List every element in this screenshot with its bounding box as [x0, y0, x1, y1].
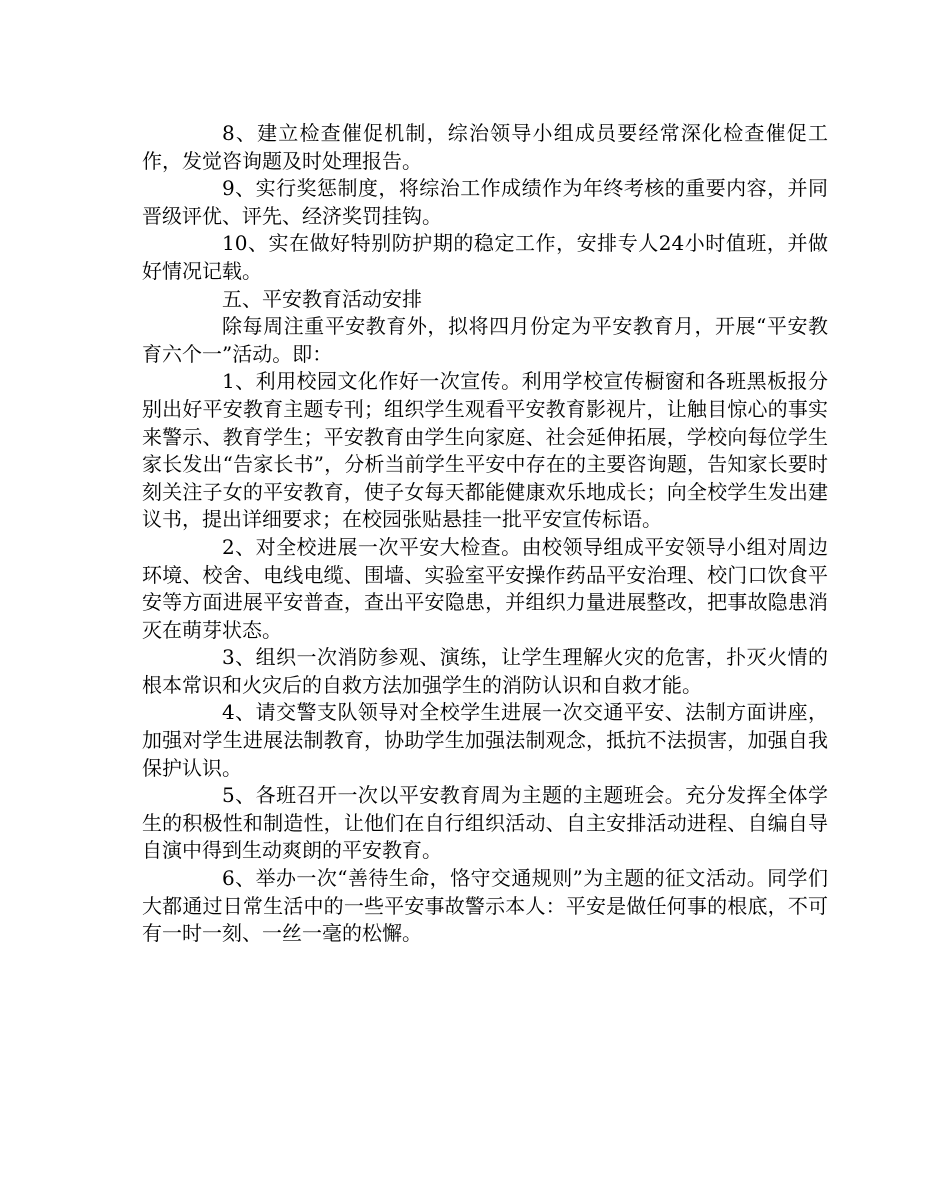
activity-item-5: 5、各班召开一次以平安教育周为主题的主题班会。充分发挥全体学生的积极性和制造性，让他们在自行组织活动、自主安排活动进程、自编自导自演中得到生动爽朗的平安教育。 — [142, 783, 828, 863]
intro-paragraph: 除每周注重平安教育外，拟将四月份定为平安教育月，开展“平安教育六个一”活动。即： — [142, 314, 828, 366]
activity-item-6: 6、举办一次“善待生命，恪守交通规则”为主题的征文活动。同学们大都通过日常生活中的一些平安事故警示本人：平安是做任何事的根底，不可有一时一刻、一丝一毫的松懈。 — [142, 866, 828, 946]
paragraph-item-10: 10、实在做好特别防护期的稳定工作，安排专人24小时值班，并做好情况记载。 — [142, 231, 828, 283]
section-heading-five: 五、平安教育活动安排 — [222, 286, 422, 311]
activity-item-2: 2、对全校进展一次平安大检查。由校领导组成平安领导小组对周边环境、校舍、电线电缆、围墙、实验室平安操作药品平安治理、校门口饮食平安等方面进展平安普查，查出平安隐患，并组织力量进展整改，把事故隐患消灭在萌芽状态。 — [142, 534, 828, 642]
activity-item-4: 4、请交警支队领导对全校学生进展一次交通平安、法制方面讲座，加强对学生进展法制教育，协助学生加强法制观念，抵抗不法损害，加强自我保护认识。 — [142, 700, 828, 780]
paragraph-item-8: 8、建立检查催促机制，综治领导小组成员要经常深化检查催促工作，发觉咨询题及时处理报告。 — [142, 121, 828, 173]
activity-item-3: 3、组织一次消防参观、演练，让学生理解火灾的危害，扑灭火情的根本常识和火灾后的自救方法加强学生的消防认识和自救才能。 — [142, 645, 828, 697]
activity-item-1: 1、利用校园文化作好一次宣传。利用学校宣传橱窗和各班黑板报分别出好平安教育主题专刊；组织学生观看平安教育影视片，让触目惊心的事实来警示、教育学生；平安教育由学生向家庭、社会延伸拓展，学校向每位学生家长发出“告家长书”，分析当前学生平安中存在的主要咨询题，告知家长要时刻关注子女的平安教育，使子女每天都能健康欢乐地成长；向全校学生发出建议书，提出详细要求；在校园张贴悬挂一批平安宣传标语。 — [142, 369, 828, 532]
paragraph-item-9: 9、实行奖惩制度，将综治工作成绩作为年终考核的重要内容，并同晋级评优、评先、经济奖罚挂钩。 — [142, 176, 828, 228]
document-body — [142, 120, 828, 948]
